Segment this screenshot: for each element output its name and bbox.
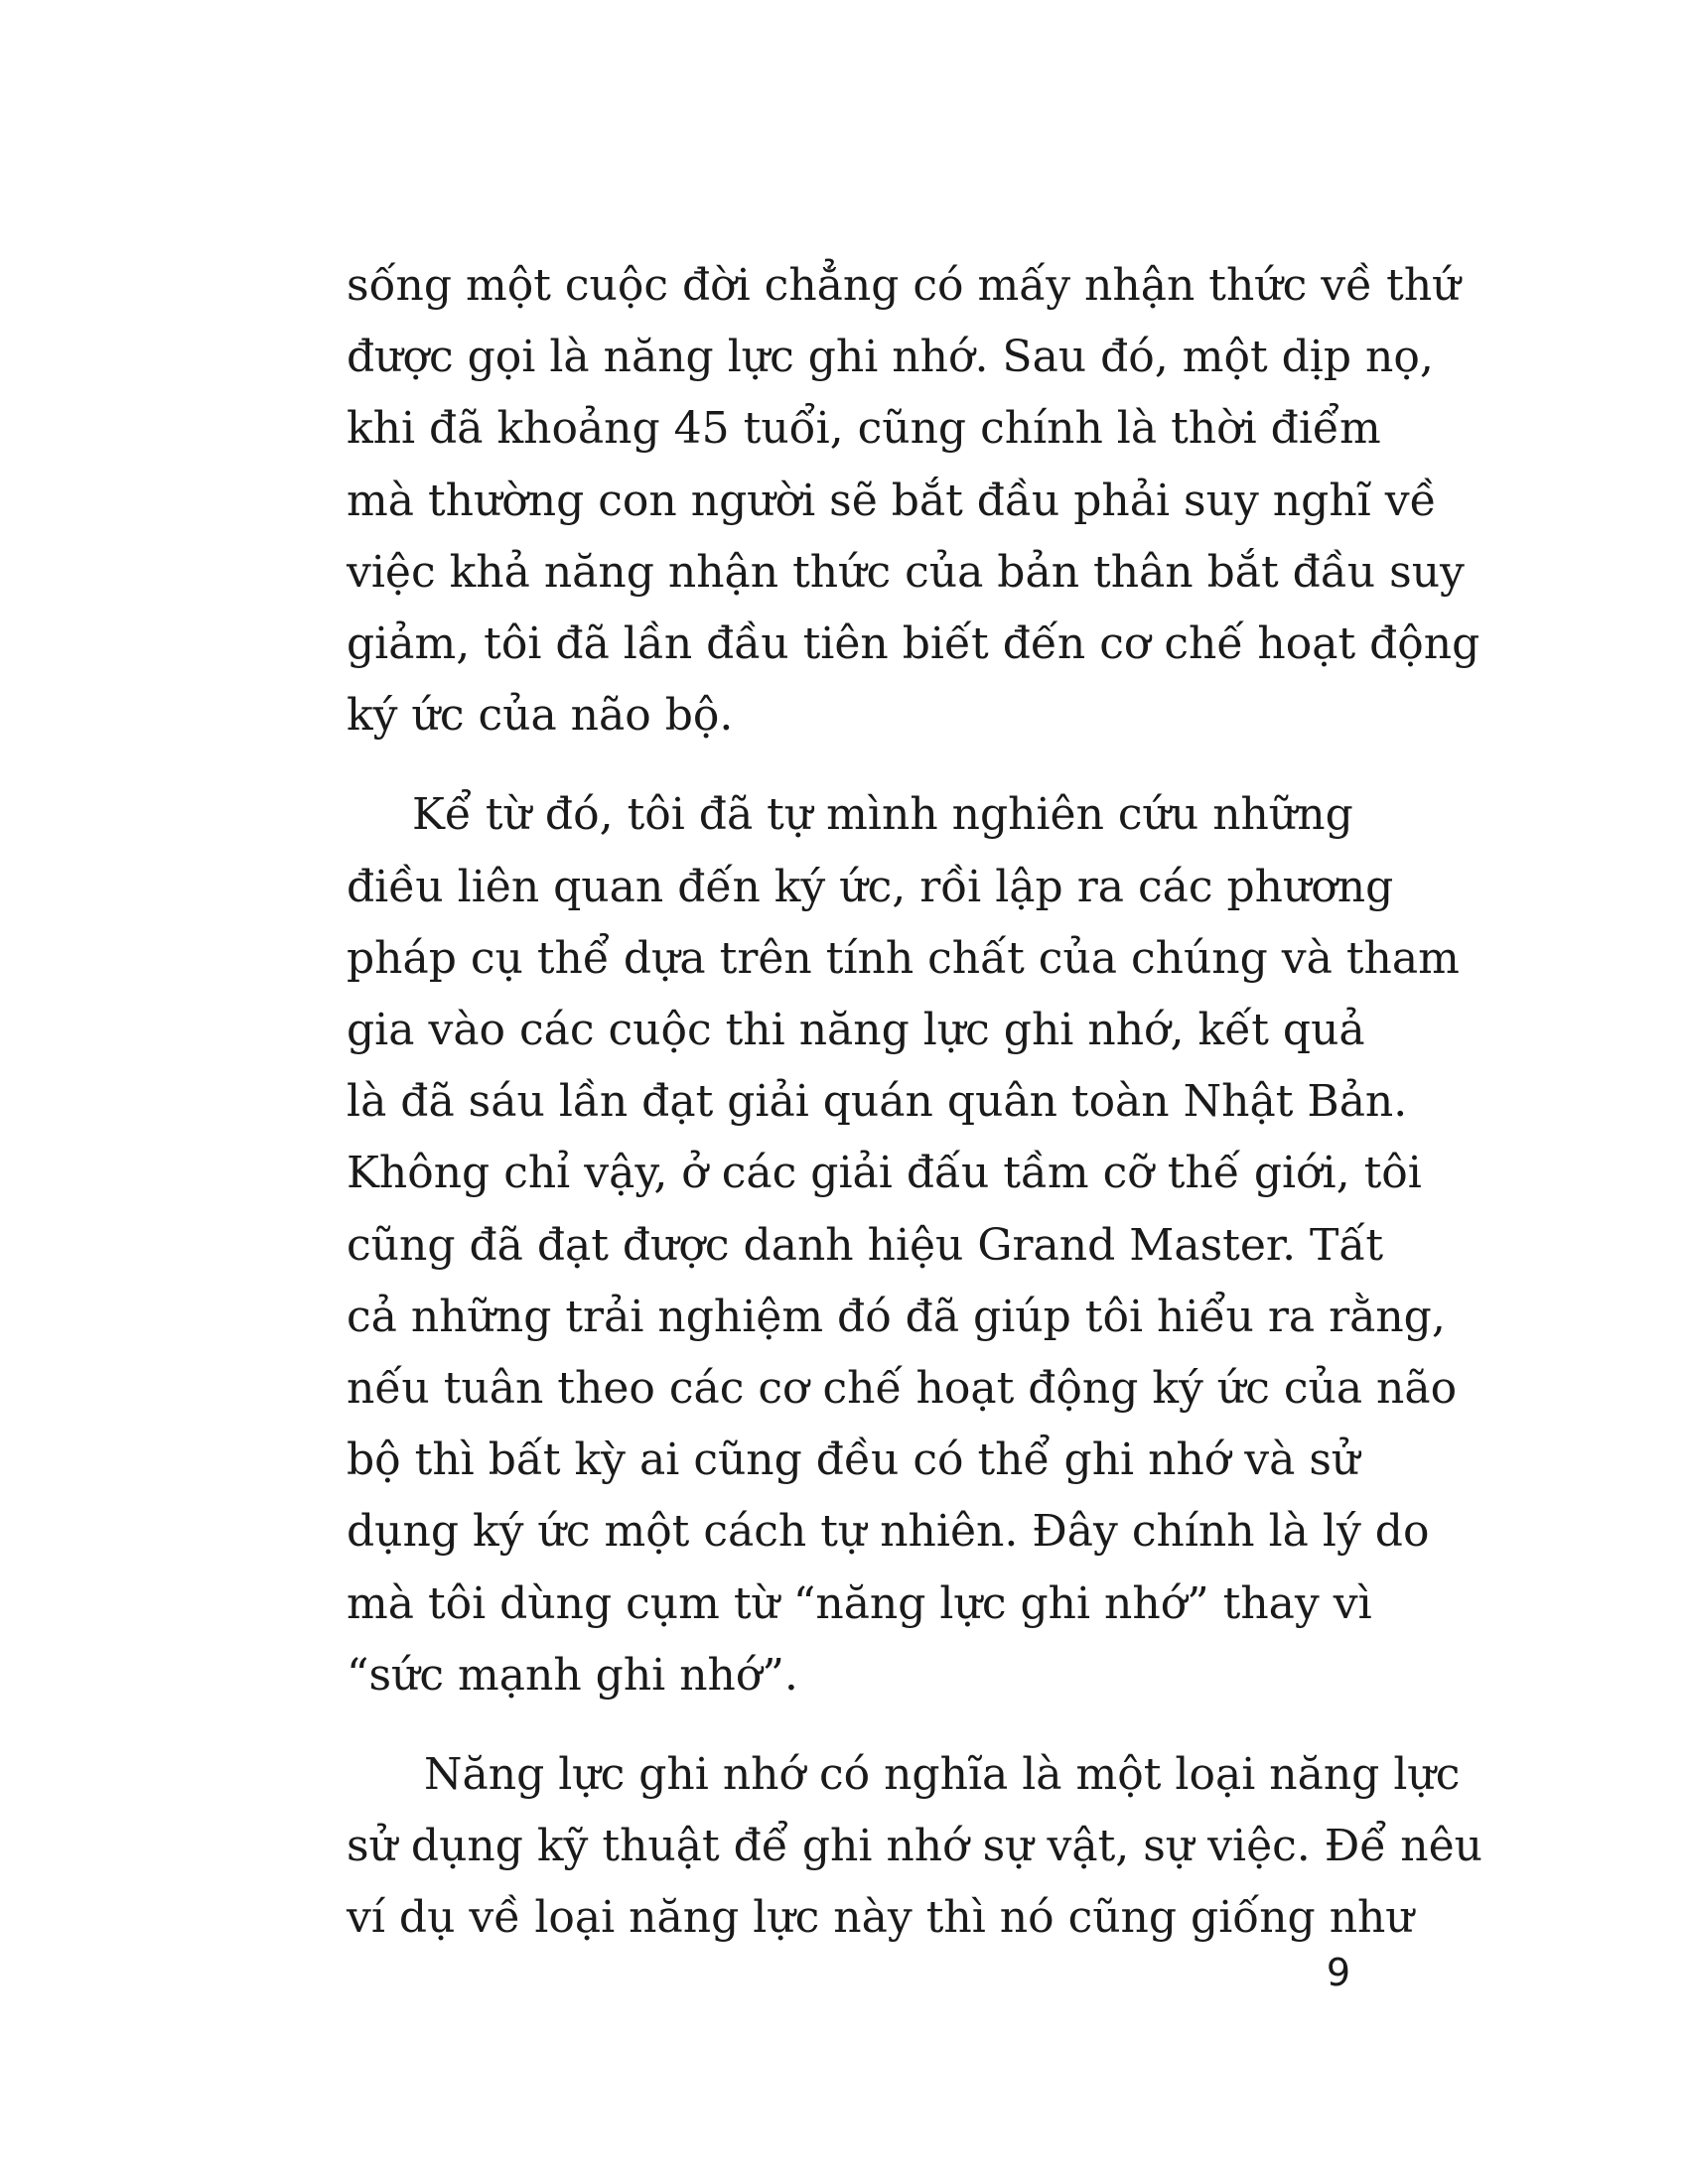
text-line: mà tôi dùng cụm từ “năng lực ghi nhớ” thay vì — [347, 1577, 1372, 1629]
paragraph-2 — [347, 779, 1460, 1711]
text-line: giảm, tôi đã lần đầu tiên biết đến cơ chế hoạt động — [347, 618, 1480, 670]
text-line: cả những trải nghiệm đó đã giúp tôi hiểu ra rằng, — [347, 1291, 1446, 1342]
text-line: là đã sáu lần đạt giải quán quân toàn Nhật Bản. — [347, 1076, 1408, 1128]
text-line: dụng ký ức một cách tự nhiên. Đây chính là lý do — [347, 1506, 1430, 1558]
text-line: Năng lực ghi nhớ có nghĩa là một loại năng lực — [424, 1749, 1461, 1801]
text-line: sử dụng kỹ thuật để ghi nhớ sự vật, sự việc. Để nêu — [347, 1821, 1483, 1872]
text-line: khi đã khoảng 45 tuổi, cũng chính là thời điểm — [347, 403, 1381, 455]
text-line: việc khả năng nhận thức của bản thân bắt đầu suy — [347, 546, 1465, 598]
text-line: ký ức của não bộ. — [347, 690, 734, 742]
text-line: gia vào các cuộc thi năng lực ghi nhớ, kết quả — [347, 1005, 1365, 1056]
text-line: ví dụ về loại năng lực này thì nó cũng giống như — [347, 1892, 1414, 1944]
text-line: Kể từ đó, tôi đã tự mình nghiên cứu những — [412, 789, 1353, 841]
text-line: Không chỉ vậy, ở các giải đấu tầm cỡ thế giới, tôi — [347, 1148, 1422, 1199]
text-line: sống một cuộc đời chẳng có mấy nhận thức về thứ — [347, 260, 1461, 311]
body-text — [347, 250, 1483, 1955]
paragraph-gap — [347, 751, 1344, 779]
page-number: 9 — [1326, 1951, 1350, 1994]
text-line: điều liên quan đến ký ức, rồi lập ra các phương — [347, 861, 1394, 912]
text-line: mà thường con người sẽ bắt đầu phải suy nghĩ về — [347, 475, 1437, 526]
paragraph-gap — [347, 1711, 1344, 1739]
paragraph-3 — [347, 1739, 1483, 1955]
text-line: bộ thì bất kỳ ai cũng đều có thể ghi nhớ và sử — [347, 1434, 1360, 1486]
text-line: pháp cụ thể dựa trên tính chất của chúng và tham — [347, 932, 1460, 984]
text-line: nếu tuân theo các cơ chế hoạt động ký ức của não — [347, 1363, 1458, 1415]
paragraph-1 — [347, 250, 1480, 751]
text-line: cũng đã đạt được danh hiệu Grand Master. Tất — [347, 1219, 1384, 1271]
text-line: được gọi là năng lực ghi nhớ. Sau đó, một dịp nọ, — [347, 332, 1434, 383]
text-line: “sức mạnh ghi nhớ”. — [347, 1649, 798, 1701]
